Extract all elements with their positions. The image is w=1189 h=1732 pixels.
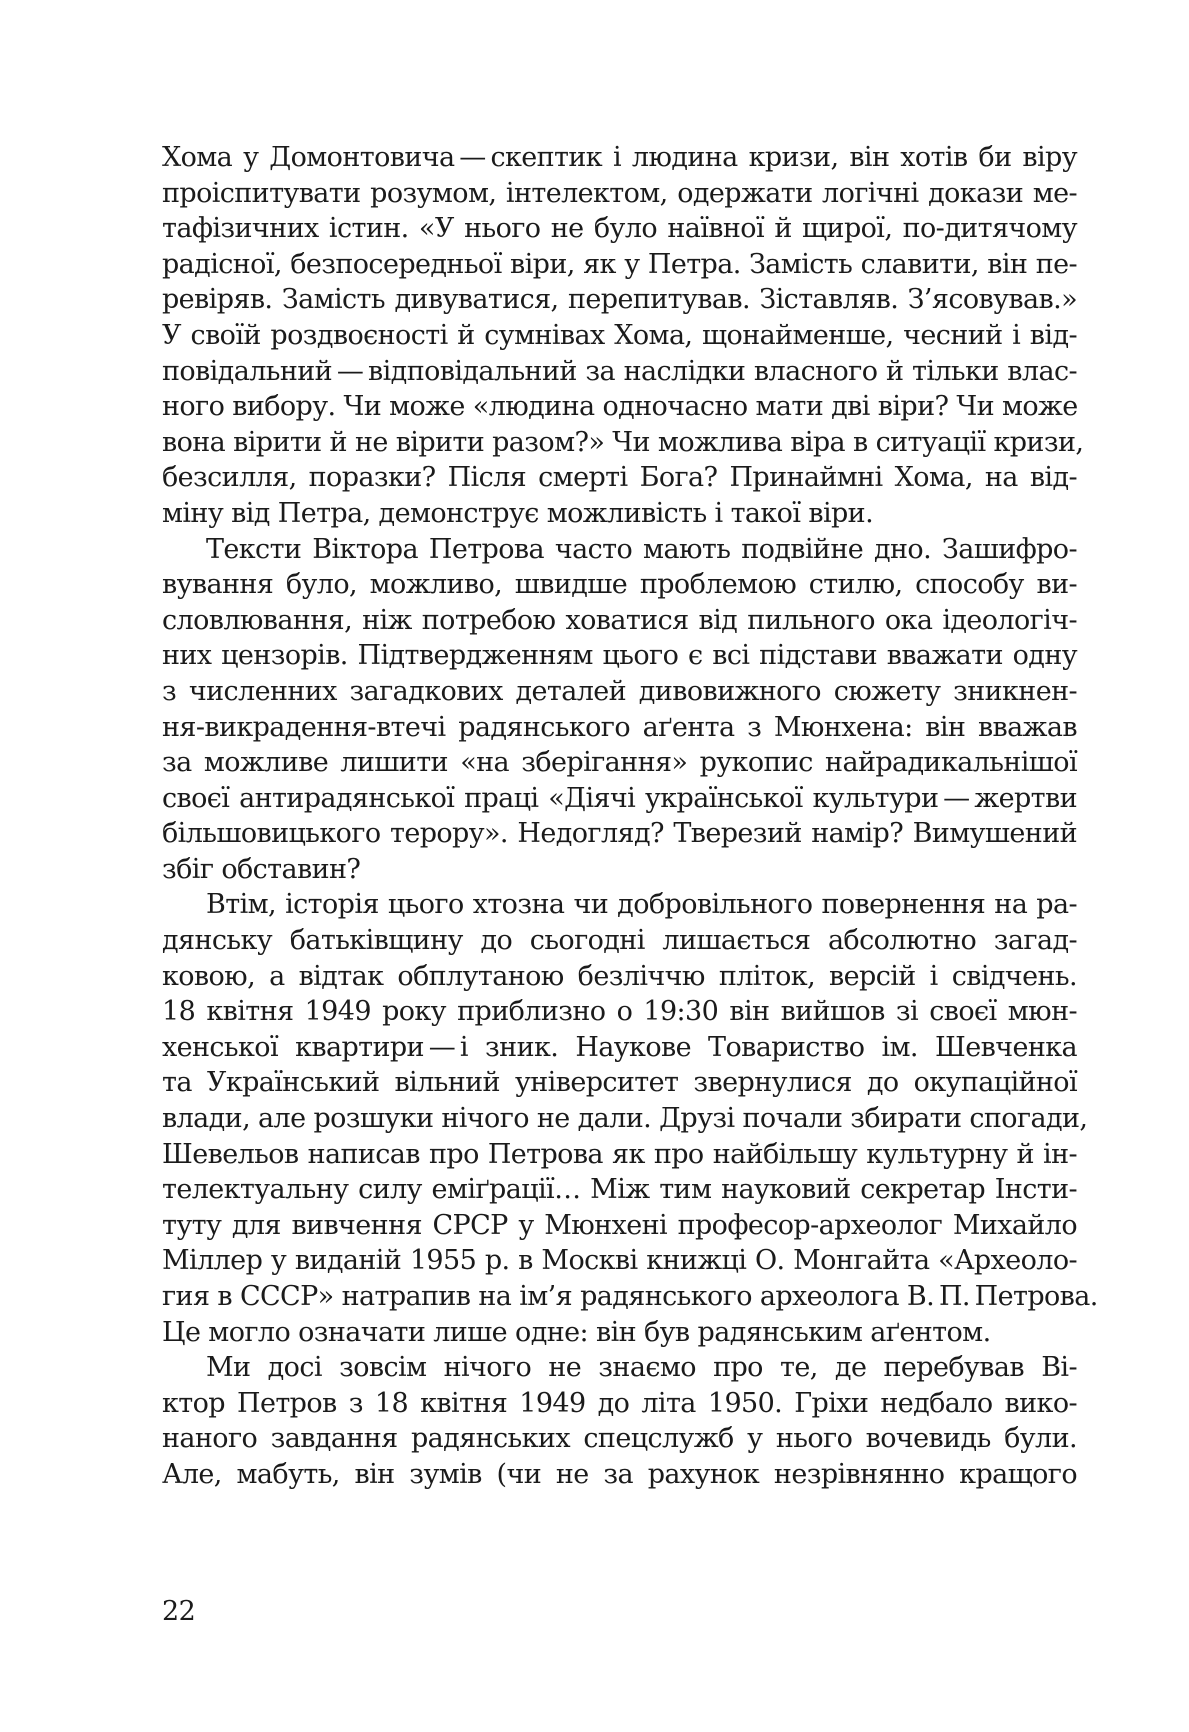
text-line: ного вибору. Чи може «людина одночасно мати дві віри? Чи може [162, 391, 1078, 423]
paragraph-2 [162, 532, 1077, 888]
text-line: безсилля, поразки? Після смерті Бога? Принаймні Хома, на від- [162, 462, 1077, 494]
page-number: 22 [162, 1596, 196, 1627]
text-line: Ми досі зовсім нічого не знаємо про те, де перебував Ві- [206, 1352, 1077, 1384]
text-line: вування було, можливо, швидше проблемою стилю, способу ви- [162, 569, 1077, 601]
text-line: наного завдання радянських спецслужб у нього вочевидь були. [162, 1423, 1077, 1455]
text-line: гия в СССР» натрапив на ім’я радянського археолога В. П. Петрова. [162, 1281, 1098, 1312]
text-line: повідальний — відповідальний за наслідки власного й тільки влас- [162, 355, 1077, 387]
text-line: за можливе лишити «на зберігання» рукопис найрадикальнішої [162, 747, 1077, 779]
text-line: ня-викрадення-втечі радянського аґента з Мюнхена: він вважав [162, 711, 1077, 743]
text-line: проіспитувати розумом, інтелектом, одержати логічні докази ме- [162, 177, 1077, 209]
text-line: влади, але розшуки нічого не дали. Друзі почали збирати спогади, [162, 1103, 1088, 1135]
text-line: ковою, а відтак обплутаною безліччю пліток, версій і свідчень. [162, 960, 1077, 992]
text-line: 18 квітня 1949 року приблизно о 19:30 він вийшов зі своєї мюн- [162, 996, 1077, 1028]
text-line: словлювання, ніж потребою ховатися від пильного ока ідеологіч- [162, 604, 1077, 636]
text-line: Хома у Домонтовича — скептик і людина кризи, він хотів би віру [162, 142, 1077, 173]
text-line: тафізичних істин. «У нього не було наївної й щирої, по-дитячому [162, 213, 1077, 245]
body-text [162, 140, 1098, 1493]
text-line: своєї антирадянської праці «Діячі української культури — жертви [162, 782, 1077, 814]
text-line: збіг обставин? [162, 853, 361, 885]
text-line: міну від Петра, демонструє можливість і такої віри. [162, 497, 874, 529]
text-line: та Український вільний університет звернулися до окупаційної [162, 1067, 1077, 1099]
text-line: ревіряв. Замість дивуватися, перепитував. Зіставляв. З’ясовував.» [162, 284, 1077, 316]
text-line: туту для вивчення СРСР у Мюнхені професор-археолог Михайло [162, 1209, 1077, 1241]
paragraph-1 [162, 140, 1084, 532]
text-line: Міллер у виданій 1955 р. в Москві книжці О. Монгайта «Археоло- [162, 1245, 1077, 1277]
paragraph-4 [162, 1350, 1077, 1492]
text-line: Втім, історія цього хтозна чи добровільного повернення на ра- [206, 889, 1077, 921]
text-line: Але, мабуть, він зумів (чи не за рахунок незрівнянно кращого [162, 1458, 1077, 1490]
text-line: них цензорів. Підтвердженням цього є всі підстави вважати одну [162, 640, 1077, 672]
text-line: Шевельов написав про Петрова як про найбільшу культурну й ін- [162, 1138, 1077, 1170]
text-line: більшовицького терору». Недогляд? Тверезий намір? Вимушений [162, 818, 1077, 850]
text-line: вона вірити й не вірити разом?» Чи можлива віра в ситуації кризи, [162, 426, 1084, 458]
text-line: У своїй роздвоєності й сумнівах Хома, щонайменше, чесний і від- [162, 319, 1077, 351]
text-line: хенської квартири — і зник. Наукове Товариство ім. Шевченка [162, 1031, 1077, 1063]
text-line: ктор Петров з 18 квітня 1949 до літа 1950. Гріхи недбало вико- [162, 1387, 1077, 1419]
paragraph-3 [162, 887, 1098, 1350]
text-line: Тексти Віктора Петрова часто мають подвійне дно. Зашифро- [206, 533, 1077, 565]
text-line: радісної, безпосередньої віри, як у Петра. Замість славити, він пе- [162, 248, 1077, 280]
text-line: телектуальну силу еміґрації… Між тим науковий секретар Інсти- [162, 1174, 1077, 1206]
text-line: дянську батьківщину до сьогодні лишається абсолютно загад- [162, 925, 1077, 957]
text-line: Це могло означати лише одне: він був радянським аґентом. [162, 1316, 991, 1348]
text-line: з численних загадкових деталей дивовижного сюжету зникнен- [162, 675, 1077, 707]
